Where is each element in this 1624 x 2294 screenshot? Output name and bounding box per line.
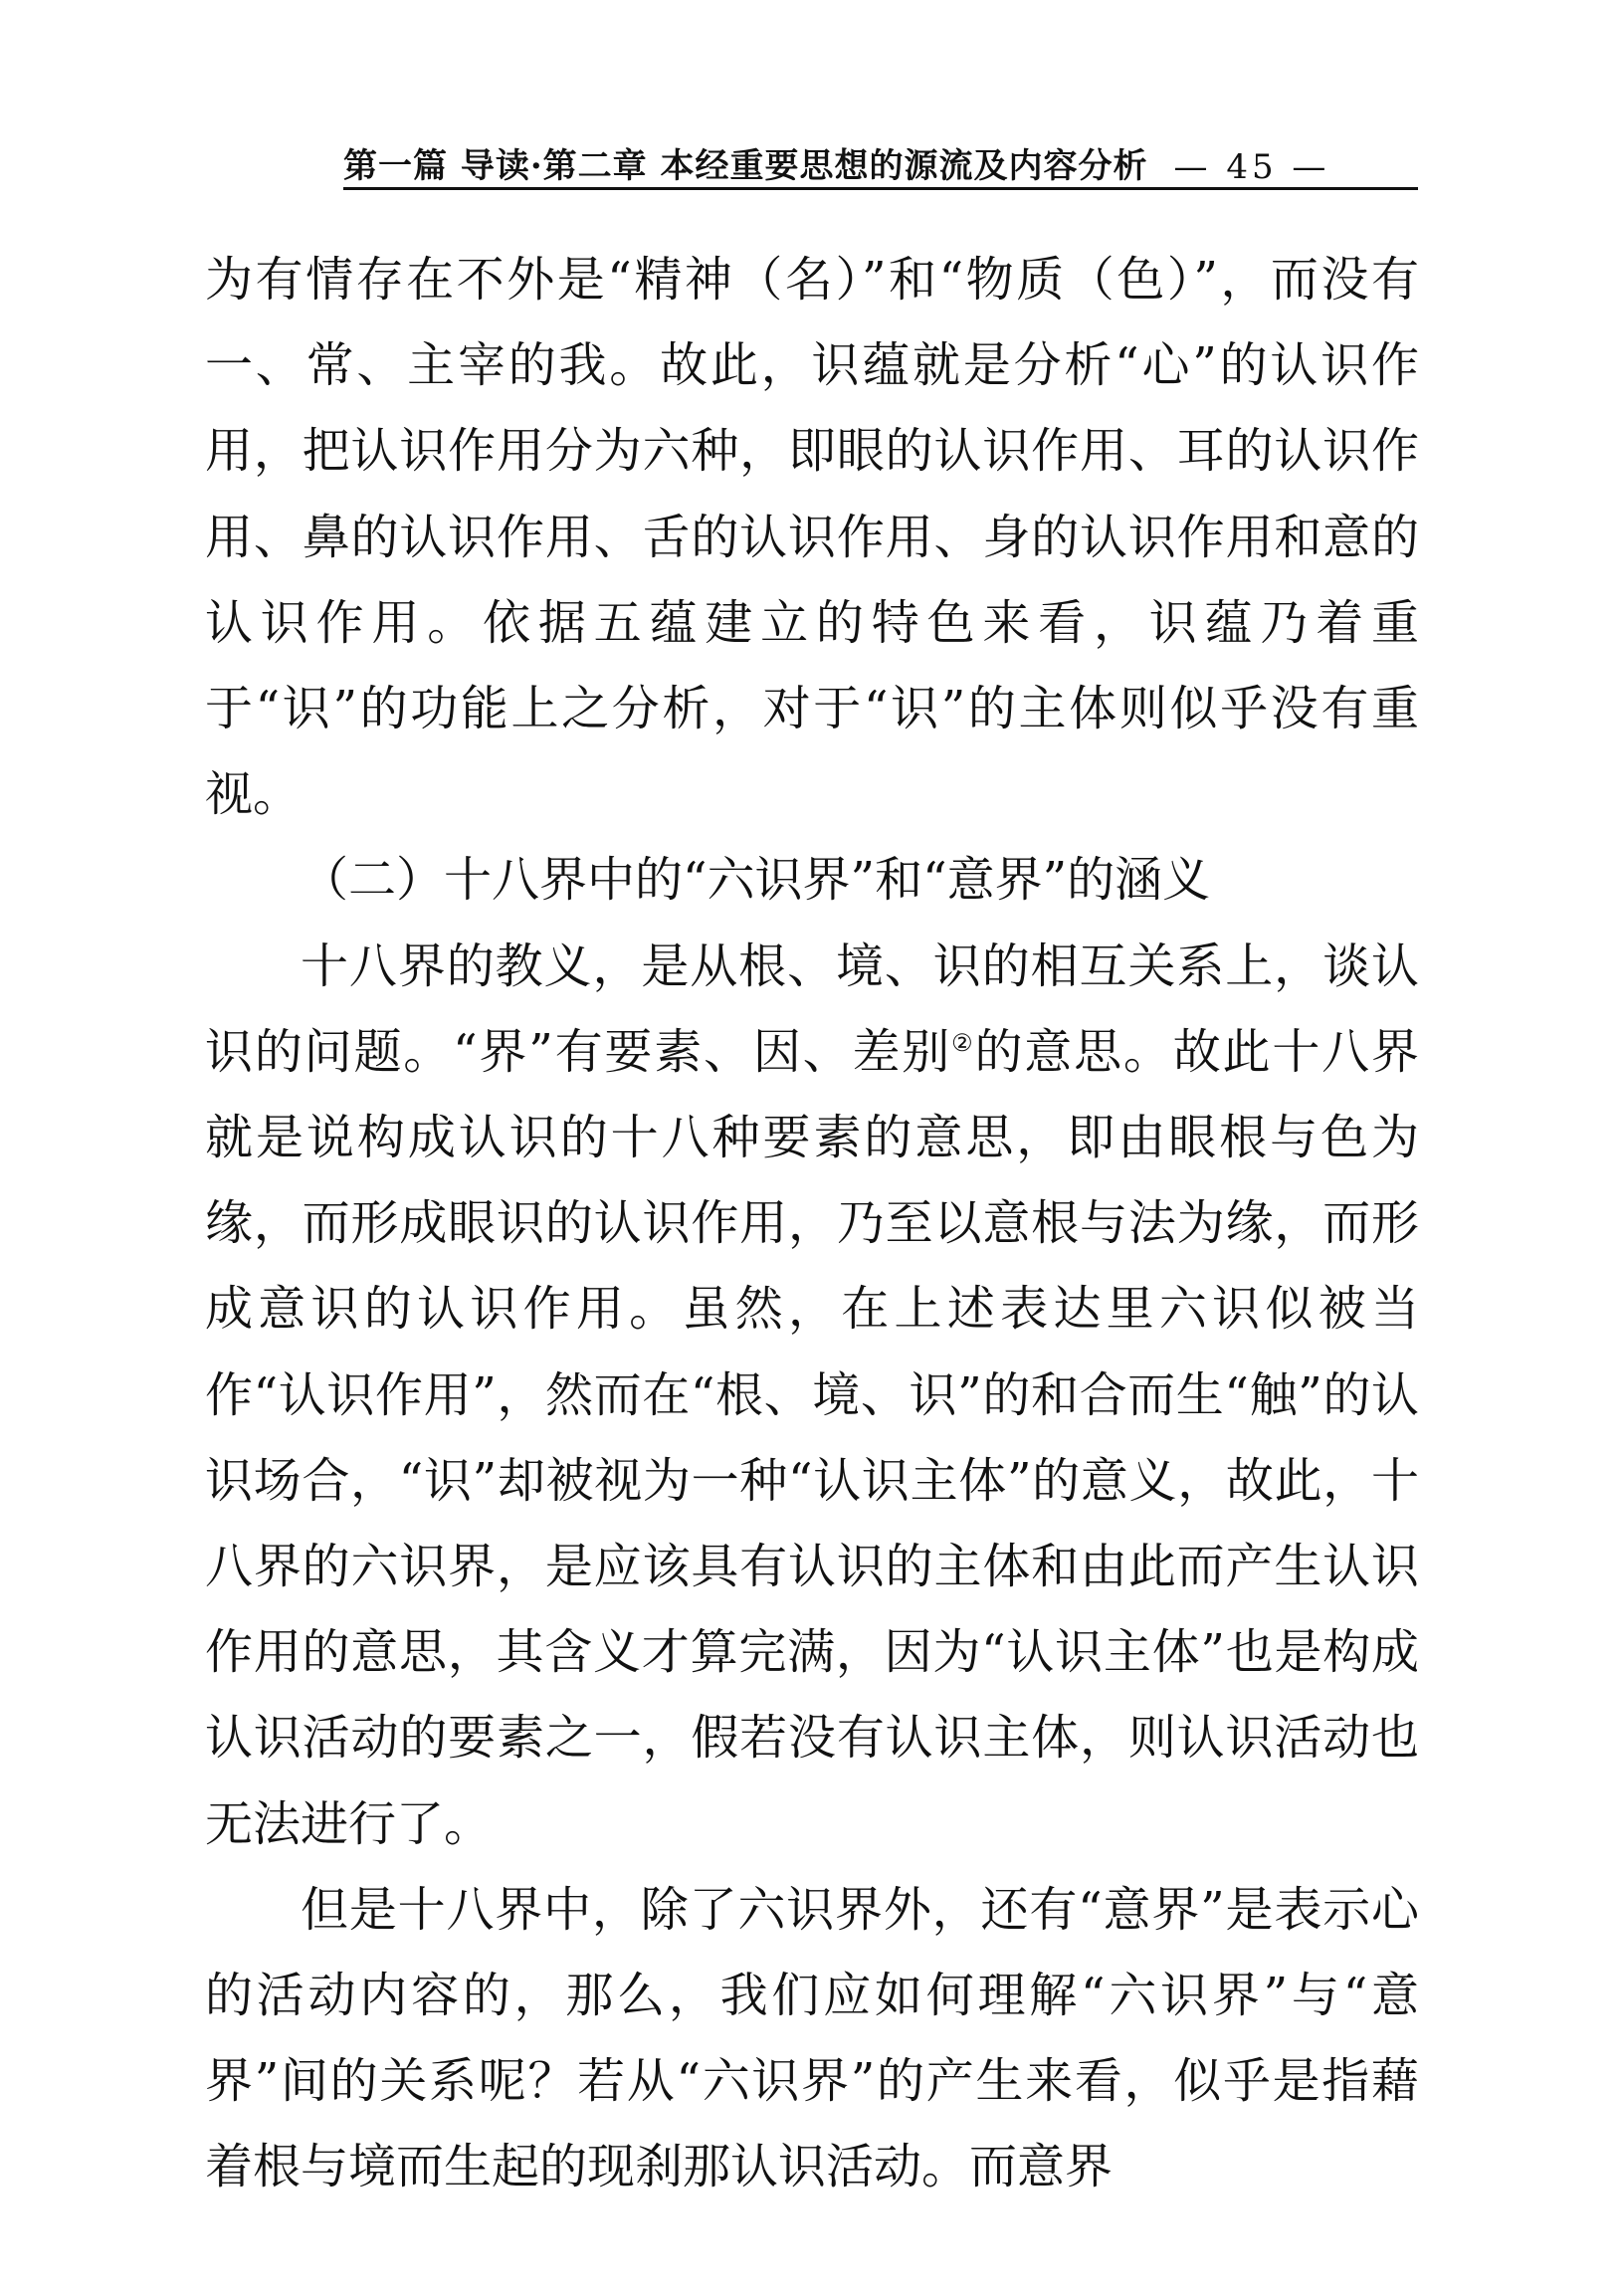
paragraph-continued: 为有情存在不外是“精神（名）”和“物质（色）”，而没有一、常、主宰的我。故此，识蕴就是分析“心”的认识作用，把认识作用分为六种，即眼的认识作用、耳的认识作用、鼻的认识作用、舌的认识作用、身的认识作用和意的认识作用。依据五蕴建立的特色来看，识蕴乃着重于“识”的功能上之分析，对于“识”的主体则似乎没有重视。	[205, 252, 1419, 823]
footnote-marker[interactable]: ②	[951, 1028, 975, 1057]
paragraph-eighteen-realms	[205, 924, 1419, 1867]
section-heading: （二）十八界中的“六识界”和“意界”的涵义	[301, 852, 1211, 909]
paragraph-text-after-note: 的意思。故此十八界就是说构成认识的十八种要素的意思，即由眼根与色为缘，而形成眼识的认识作用，乃至以意根与法为缘，而形成意识的认识作用。虽然，在上述表达里六识似被当作“认识作用”，然而在“根、境、识”的和合而生“触”的认识场合，“识”却被视为一种“认识主体”的意义，故此，十八界的六识界，是应该具有认识的主体和由此而产生认识作用的意思，其含义才算完满，因为“认识主体”也是构成认识活动的要素之一，假若没有认识主体，则认识活动也无法进行了。	[205, 1023, 1419, 1852]
page-number: — 45 —	[1173, 147, 1330, 187]
paragraph-mind-realm: 但是十八界中，除了六识界外，还有“意界”是表示心的活动内容的，那么，我们应如何理解“六识界”与“意界”间的关系呢？若从“六识界”的产生来看，似乎是指藉着根与境而生起的现刹那认识活动。而意界	[205, 1881, 1419, 2195]
paragraph-text-before-note: 十八界的教义，是从根、境、识的相互关系上，谈认识的问题。“界”有要素、因、差别	[205, 938, 1419, 1080]
header-rule	[343, 187, 1418, 190]
running-header	[343, 127, 1418, 187]
header-title: 第一篇 导读·第二章 本经重要思想的源流及内容分析	[343, 146, 1148, 186]
body-text	[205, 237, 1419, 2210]
